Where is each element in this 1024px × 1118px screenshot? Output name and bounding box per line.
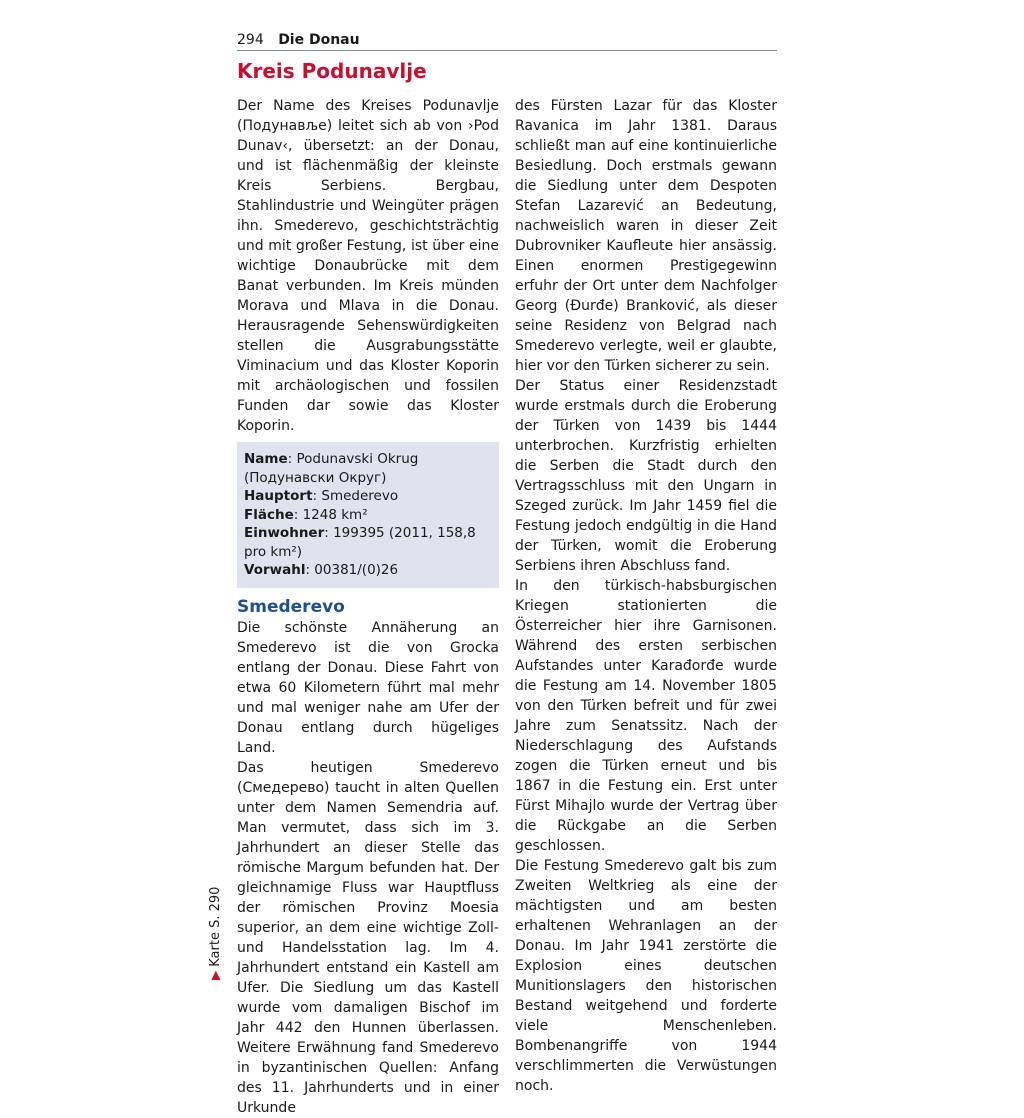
triangle-marker-icon: ▶ [208,970,222,980]
body-paragraph: des Fürsten Lazar für das Kloster Ravanica im Jahr 1381. Daraus schließt man auf eine kontinuierliche Besiedlung. Doch erstmals gewann die Siedlung unter dem Despoten Stefan Lazarević an Bedeutung, nachweislich waren in dieser Zeit Dubrovniker Kaufleute hier ansässig. Einen enormen Prestigegewinn erfuhr der Ort unter dem Nachfolger Georg (Đurđe) Branković, als dieser seine Residenz von Belgrad nach Smederevo verlegte, weil er glaubte, hier vor den Türken sicherer zu sein. [515,98,777,374]
fact-value: : 00381/(0)26 [305,562,399,578]
fact-value: : 1248 km² [293,506,368,523]
fact-vorwahl [244,561,492,580]
map-reference[interactable] [202,880,228,980]
body-paragraph: Die schönste Annäherung an Smederevo ist die von Grocka entlang der Donau. Diese Fahrt von etwa 60 Kilometern führt mal mehr und mal weniger nahe am Ufer der Donau entlang durch hügeliges Land. [237,619,499,756]
fact-label: Name [244,451,288,467]
body-paragraph: Die Festung Smederevo galt bis zum Zweiten Weltkrieg als eine der mächtigsten und am besten erhaltenen Wehranlagen an der Donau. Im Jahr 1941 zerstörte die Explosion eines deutschen Munitionslagers den historischen Bestand weitgehend und forderte viele Menschenleben. Bombenangriffe von 1944 verschlimmerten die Verwüstungen noch. [515,858,777,1094]
fact-label: Fläche [244,506,294,523]
fact-value: : Podunavski Okrug (Подунавски Округ) [244,451,419,486]
map-reference-label: Karte S. 290 [208,886,223,967]
fact-value: : 199395 (2011, 158,8 pro km²) [244,525,476,560]
fact-label: Vorwahl [244,562,306,578]
page-number: 294 [237,32,264,48]
body-paragraph: Das heutigen Smederevo (Смедерево) taucht in alten Quellen unter dem Namen Semendria auf. Man vermutet, dass sich im 3. Jahrhundert an dieser Stelle das römische Margum befunden hat. Der gleichnamige Fluss war Hauptfluss der römischen Provinz Moesia superior, an dem eine wichtige Zoll- und Handelsstation lag. Im 4. Jahrhundert entstand ein Kastell am Ufer. Die Siedlung um das Kastell wurde vom damaligen Bischof im Jahr 442 den Hunnen überlassen. Weitere Erwähnung fand Smederevo in byzantinischen Quellen: Anfang des 11. Jahrhunderts und in einer Urkunde [237,759,499,1116]
fact-einwohner [244,524,492,561]
fact-label: Hauptort [244,488,313,504]
fact-flaeche [244,506,492,525]
fact-value: : Smederevo [312,488,399,504]
running-header [237,31,777,51]
body-paragraph: Der Status einer Residenzstadt wurde erstmals durch die Eroberung der Türken von 1439 bis 1444 unterbrochen. Kurzfristig erhielten die Serben die Stadt durch den Vertragsschluss mit den Ungarn in Szeged zurück. Im Jahr 1459 fiel die Festung jedoch endgültig in die Hand der Türken, womit die Eroberung Serbiens ihren Abschluss fand. [515,378,777,574]
running-title: Die Donau [278,32,360,48]
intro-paragraph: Der Name des Kreises Podunavlje (Подунавље) leitet sich ab von ›Pod Dunav‹, übersetzt: an der Donau, und ist flächenmäßig der kleinste Kreis Serbiens. Bergbau, Stahlindustrie und Weingüter prägen ihn. Smederevo, geschichtsträchtig und mit großer Festung, ist über eine wichtige Donaubrücke mit dem Banat verbunden. Im Kreis münden Morava und Mlava in die Donau. Herausragende Sehenswürdigkeiten stellen die Ausgrabungsstätte Viminacium und das Kloster Koporin mit archäologischen und fossilen Funden dar sowie das Kloster Koporin. [237,98,499,434]
fact-name [244,450,492,487]
left-column [237,96,499,1118]
right-column [515,96,777,1096]
fact-hauptort [244,487,492,506]
subheading-smederevo: Smederevo [237,596,345,617]
map-reference-text-wrap [202,880,228,980]
fact-box [237,442,499,588]
fact-label: Einwohner [244,525,325,541]
body-paragraph: In den türkisch-habsburgischen Kriegen stationierten die Österreicher hier ihre Garnisonen. Während des ersten serbischen Aufstandes unter Karađorđe wurde die Festung am 14. November 1805 von den Türken befreit und für zwei Jahre zum Senatssitz. Nach der Niederschlagung des Aufstands zogen die Türken erneut und bis 1867 in die Festung ein. Erst unter Fürst Mihajlo wurde der Vertrag über die Rückgabe an die Serben geschlossen. [515,578,777,854]
section-title: Kreis Podunavlje [237,59,427,83]
